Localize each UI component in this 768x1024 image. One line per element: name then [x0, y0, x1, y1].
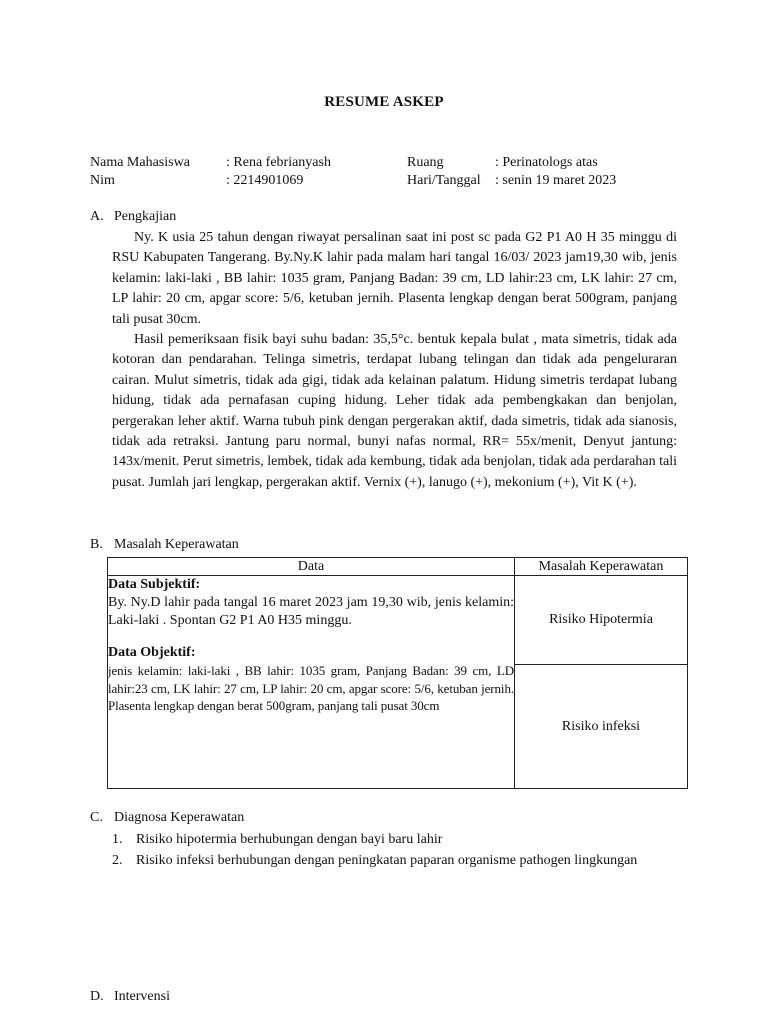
nama-value: : Rena febrianyash: [226, 155, 331, 170]
masalah-table: [107, 557, 688, 789]
list-item-number: 1.: [112, 832, 123, 847]
section-d-heading: [90, 988, 170, 1006]
section-c-label: C.: [90, 810, 103, 825]
list-item-text: Risiko infeksi berhubungan dengan peningkatan paparan organisme pathogen lingkungan: [136, 853, 638, 868]
ruang-value: : Perinatologs atas: [495, 155, 598, 170]
section-b-label: B.: [90, 537, 103, 552]
data-cell: [108, 576, 515, 789]
list-item-text: Risiko hipotermia berhubungan dengan bayi baru lahir: [136, 832, 443, 847]
section-c-title: Diagnosa Keperawatan: [114, 810, 245, 825]
diagnosa-list: [112, 829, 637, 871]
subjektif-text: By. Ny.D lahir pada tangal 16 maret 2023 jam 19,30 wib, jenis kelamin: Laki-laki . Spontan G2 P1 A0 H35 minggu.: [108, 595, 514, 628]
document-title: RESUME ASKEP: [324, 94, 444, 110]
pengkajian-body: [112, 228, 677, 493]
pengkajian-paragraph-1: Ny. K usia 25 tahun dengan riwayat persalinan saat ini post sc pada G2 P1 A0 H 35 minggu di RSU Kabupaten Tangerang. By.Ny.K lahir pada malam hari tangal 16/03/ 2023 jam19,30 wib, jenis kelamin: laki-laki , BB lahir: 1035 gram, Panjang Badan: 39 cm, LD lahir:23 cm, LK lahir: 27 cm, LP lahir: 20 cm, apgar score: 5/6, ketuban jernih. Plasenta lengkap dengan berat 500gram, panjang tali pusat 30cm.: [112, 230, 677, 327]
hari-value: : senin 19 maret 2023: [495, 173, 617, 188]
ruang-label: Ruang: [407, 155, 444, 170]
list-item: [112, 829, 637, 850]
objektif-text: jenis kelamin: laki-laki , BB lahir: 1035 gram, Panjang Badan: 39 cm, LD lahir:23 cm, LK lahir: 27 cm, LP lahir: 20 cm, apgar score: 5/6, ketuban jernih. Plasenta lengkap dengan berat 500gram, panjang tali pusat 30cm: [108, 663, 514, 713]
hari-label: Hari/Tanggal: [407, 173, 481, 188]
table-header-row: [108, 558, 688, 576]
pengkajian-paragraph-2: Hasil pemeriksaan fisik bayi suhu badan: 35,5°c. bentuk kepala bulat , mata simetris, tidak ada kotoran dan pendarahan. Telinga simetris, terdapat lubang telingan dan tidak ada pengeluraran cairan. Mulut simetris, tidak ada gigi, tidak ada kelainan palatum. Hidung simetris terdapat lubang hidung, tidak ada pernafasan cuping hidung. Leher tidak ada pembengkakan dan benjolan, pergerakan leher aktif. Warna tubuh pink dengan pergerakan aktif, dada simetris, tidak ada sianosis, tidak ada retraksi. Jantung paru normal, bunyi nafas normal, RR= 55x/menit, Denyut jantung: 143x/menit. Perut simetris, lembek, tidak ada kembung, tidak ada benjolan, tidak ada perdarahan tali pusat. Jumlah jari lengkap, pergerakan aktif. Vernix (+), lanugo (+), mekonium (+), Vit K (+).: [112, 332, 677, 490]
header-data: Data: [108, 558, 515, 576]
subjektif-label: Data Subjektif:: [108, 577, 201, 592]
nim-value: : 2214901069: [226, 173, 304, 188]
section-a-label: A.: [90, 209, 104, 224]
header-masalah: Masalah Keperawatan: [515, 558, 688, 576]
section-d-title: Intervensi: [114, 989, 170, 1004]
section-b-heading: [90, 536, 239, 554]
section-d-label: D.: [90, 989, 104, 1004]
list-item-number: 2.: [112, 853, 123, 868]
list-item: [112, 850, 637, 871]
table-row: [108, 576, 688, 665]
section-c-heading: [90, 809, 244, 827]
section-b-title: Masalah Keperawatan: [114, 537, 239, 552]
nama-label: Nama Mahasiswa: [90, 155, 190, 170]
objektif-label: Data Objektif:: [108, 645, 196, 660]
masalah-cell-1: Risiko Hipotermia: [515, 576, 688, 665]
section-a-heading: [90, 208, 176, 226]
nim-label: Nim: [90, 173, 115, 188]
masalah-cell-2: Risiko infeksi: [515, 665, 688, 789]
section-a-title: Pengkajian: [114, 209, 177, 224]
